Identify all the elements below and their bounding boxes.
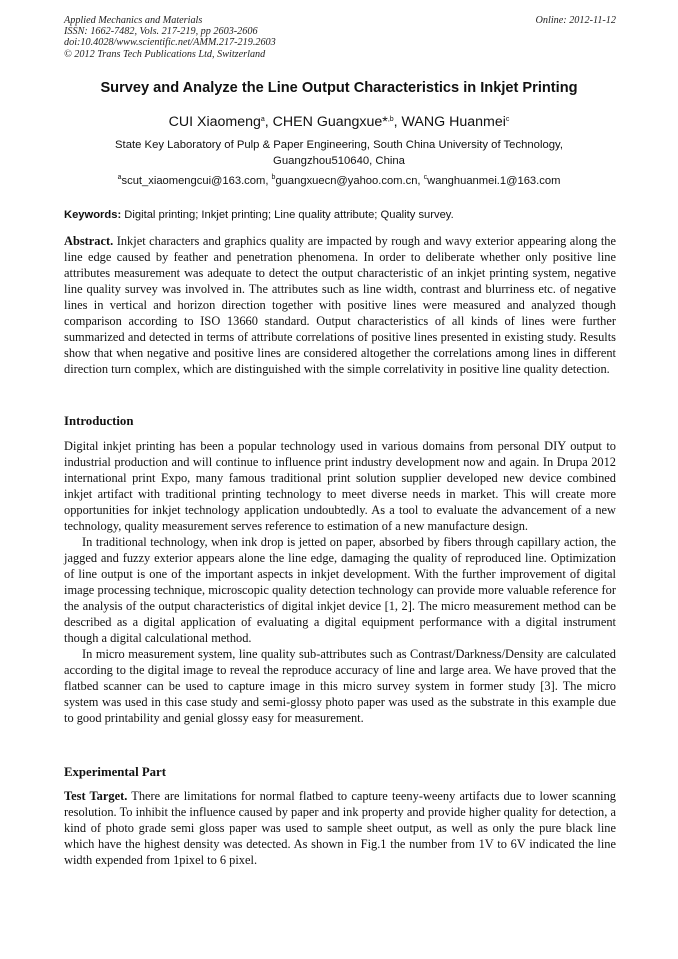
email-address: scut_xiaomengcui@163.com, <box>121 175 272 187</box>
issn-line: ISSN: 1662-7482, Vols. 217-219, pp 2603-2606 <box>64 26 258 38</box>
test-target-text: There are limitations for normal flatbed to capture teeny-weeny artifacts due to lower scanning resolution. To inhibit the influence caused by paper and ink property and provide higher quality for detection, a kind of photo grade semi gloss paper was used to sample sheet output, as well as only the pure black line which have the highest density was detected. As shown in Fig.1 the number from 1V to 6V indicated the line width expended from 1pixel to 6 pixel. <box>64 789 616 867</box>
email-sup: b <box>271 174 276 181</box>
affiliation <box>80 137 598 169</box>
keywords <box>64 209 616 221</box>
journal-header <box>64 15 616 60</box>
author-sup: c <box>505 116 510 123</box>
journal-name: Applied Mechanics and Materials <box>64 15 203 26</box>
paragraph: Digital inkjet printing has been a popular technology used in various domains from personal DIY output to industrial production and will continue to influence print industry development now and again. In Drupa 2012 international print Expo, many famous traditional print solution supplier developed new device combined inkjet artifact with traditional printing technology to meet diverse needs in market. This will create more opportunities for inkjet technology application undoubtedly. As a tool to evaluate the advancement of a new technology, quality measurement serves reference to estimation of a new manufacture design. <box>64 439 616 533</box>
author-sup: a <box>260 116 265 123</box>
author-name: CHEN Guangxue* <box>272 114 388 130</box>
affiliation-line: State Key Laboratory of Pulp & Paper Engineering, South China University of Technology, <box>115 139 563 151</box>
introduction-heading: Introduction <box>64 414 134 428</box>
introduction-body <box>64 438 616 726</box>
author-separator: , <box>393 114 402 130</box>
author-sup: ,b <box>387 116 394 123</box>
author-name: WANG Huanmei <box>401 114 506 130</box>
experimental-heading: Experimental Part <box>64 765 166 779</box>
author-separator: , <box>264 114 273 130</box>
copyright-line: © 2012 Trans Tech Publications Ltd, Switzerland <box>64 48 266 60</box>
abstract-text: Inkjet characters and graphics quality are impacted by rough and wavy exterior appearing along the line edge caused by feather and penetration phenomena. In order to deliberate whether only positive line attributes measurement was adequate to detect the output characteristic of an inkjet printing system, negative line quality survey was involved in. The attributes such as line width, contrast and blurriness etc. of negative lines in vertical and horizon direction together with positive lines were measured and analyzed though comparison according to ISO 13660 standard. Output characteristics of all kinds of lines were further summarized and detected in terms of attribute correlations of positive lines presented in existing study. Results show that when negative and positive lines are considered altogether the correlations among lines in different direction turn complex, which are distinguished with the simple correlativity in positive line quality detection. <box>64 234 616 376</box>
author-name: CUI Xiaomeng <box>168 114 261 130</box>
test-target-label: Test Target. <box>64 789 128 803</box>
paragraph: In traditional technology, when ink drop is jetted on paper, absorbed by fibers through capillary action, the jagged and fuzzy exterior appears alone the line edge, damaging the quality of reproduced line. Optimization of line output is one of the important aspects in inkjet development. With the further improvement of digital image processing technique, microscopic quality detection technology can provide more valuable reference for the analysis of the output characteristics of digital inkjet device [1, 2]. The micro measurement method can be described as a digital application of evaluating a digital equipment performance with a digital instrument though a digital calculational method. <box>64 535 616 645</box>
abstract <box>64 233 616 377</box>
email-sup: a <box>117 174 122 181</box>
paragraph: In micro measurement system, line quality sub-attributes such as Contrast/Darkness/Density are calculated according to the digital image to reveal the reproduce accuracy of line and large area. We have proved that the flatbed scanner can be used to capture image in this micro survey system in former study [3]. The micro system was used in this case study and semi-glossy photo paper was used as the substrate in this example due to good printability and genial glossy easy for measurement. <box>64 647 616 725</box>
email-address: wanghuanmei.1@163.com <box>427 175 561 187</box>
email-sup: c <box>423 174 428 181</box>
email-list <box>40 175 638 187</box>
abstract-label: Abstract. <box>64 234 114 248</box>
online-date: Online: 2012-11-12 <box>535 15 616 26</box>
doi-line: doi:10.4028/www.scientific.net/AMM.217-219.2603 <box>64 37 276 49</box>
affiliation-line: Guangzhou510640, China <box>273 155 405 167</box>
keywords-text: Digital printing; Inkjet printing; Line quality attribute; Quality survey. <box>121 209 454 221</box>
experimental-body <box>64 788 616 868</box>
paper-title: Survey and Analyze the Line Output Characteristics in Inkjet Printing <box>100 80 578 96</box>
author-list <box>40 114 638 130</box>
email-address: guangxuecn@yahoo.com.cn, <box>275 175 424 187</box>
keywords-label: Keywords: <box>64 209 122 221</box>
